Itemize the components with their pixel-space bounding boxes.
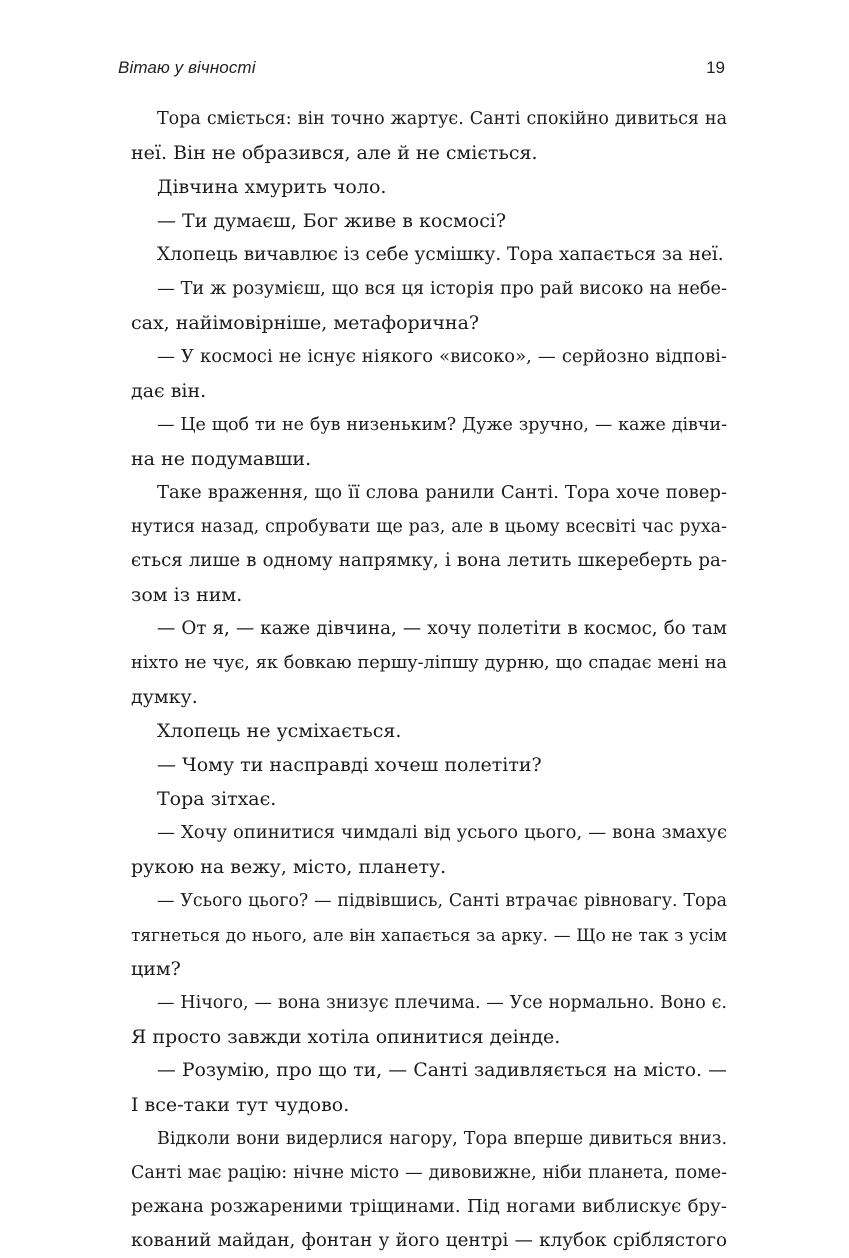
- text-line: — У космосі не існує ніякого «високо», — серйозно відпові-: [157, 346, 727, 367]
- text-line: дає він.: [131, 380, 207, 402]
- text-line: сах, найімовірніше, метафорична?: [131, 312, 480, 334]
- text-line: думку.: [131, 686, 198, 708]
- text-line: — От я, — каже дівчина, — хочу полетіти в космос, бо там: [157, 618, 727, 639]
- text-line: на не подумавши.: [131, 448, 312, 470]
- text-line: ніхто не чує, як бовкаю першу-ліпшу дурню, що спадає мені на: [131, 653, 727, 673]
- text-line: — Розумію, про що ти, — Санті задивляється на місто. —: [157, 1060, 727, 1081]
- running-head-title: Вітаю у вічності: [118, 58, 256, 77]
- text-line: Тора сміється: він точно жартує. Санті спокійно дивиться на: [157, 109, 727, 129]
- text-line: Санті має рацію: нічне місто — дивовижне, ніби планета, поме-: [131, 1163, 727, 1183]
- text-line: — Ти ж розумієш, що вся ця історія про рай високо на небе-: [157, 279, 727, 299]
- text-line: І все-таки тут чудово.: [131, 1094, 350, 1116]
- text-line: тягнеться до нього, але він хапається за арку. — Що не так з усім: [131, 925, 727, 945]
- text-line: неї. Він не образився, але й не сміється.: [131, 142, 538, 164]
- text-line: — Чому ти насправді хочеш полетіти?: [157, 754, 542, 776]
- text-line: кований майдан, фонтан у його центрі — клубок сріблястого: [131, 1230, 727, 1251]
- text-line: Таке враження, що її слова ранили Санті. Тора хоче повер-: [157, 482, 727, 503]
- text-line: — Це щоб ти не був низеньким? Дуже зручно, — каже дівчи-: [157, 415, 727, 435]
- page-number: 19: [706, 58, 725, 77]
- text-line: Хлопець вичавлює із себе усмішку. Тора хапається за неї.: [157, 244, 724, 265]
- text-line: нутися назад, спробувати ще раз, але в цьому всесвіті час руха-: [131, 517, 727, 537]
- text-body: [131, 102, 727, 1258]
- text-line: Я просто завжди хотіла опинитися деінде.: [131, 1026, 561, 1048]
- text-line: — Нічого, — вона знизує плечима. — Усе нормально. Воно є.: [157, 993, 727, 1013]
- text-line: ється лише в одному напрямку, і вона летить шкереберть ра-: [131, 550, 727, 571]
- text-line: Відколи вони видерлися нагору, Тора вперше дивиться вниз.: [157, 1129, 727, 1149]
- text-line: — Ти думаєш, Бог живе в космосі?: [157, 210, 507, 232]
- text-line: Хлопець не усміхається.: [157, 720, 402, 742]
- text-line: Тора зітхає.: [157, 788, 277, 810]
- text-line: — Усього цього? — підвівшись, Санті втрачає рівновагу. Тора: [157, 891, 727, 911]
- text-line: — Хочу опинитися чимдалі від усього цього, — вона змахує: [157, 822, 727, 843]
- text-line: цим?: [131, 958, 181, 980]
- text-line: Дівчина хмурить чоло.: [157, 176, 387, 198]
- text-line: зом із ним.: [131, 584, 243, 606]
- text-line: рукою на вежу, місто, планету.: [131, 856, 447, 878]
- text-line: режана розжареними тріщинами. Під ногами виблискує бру-: [131, 1196, 727, 1217]
